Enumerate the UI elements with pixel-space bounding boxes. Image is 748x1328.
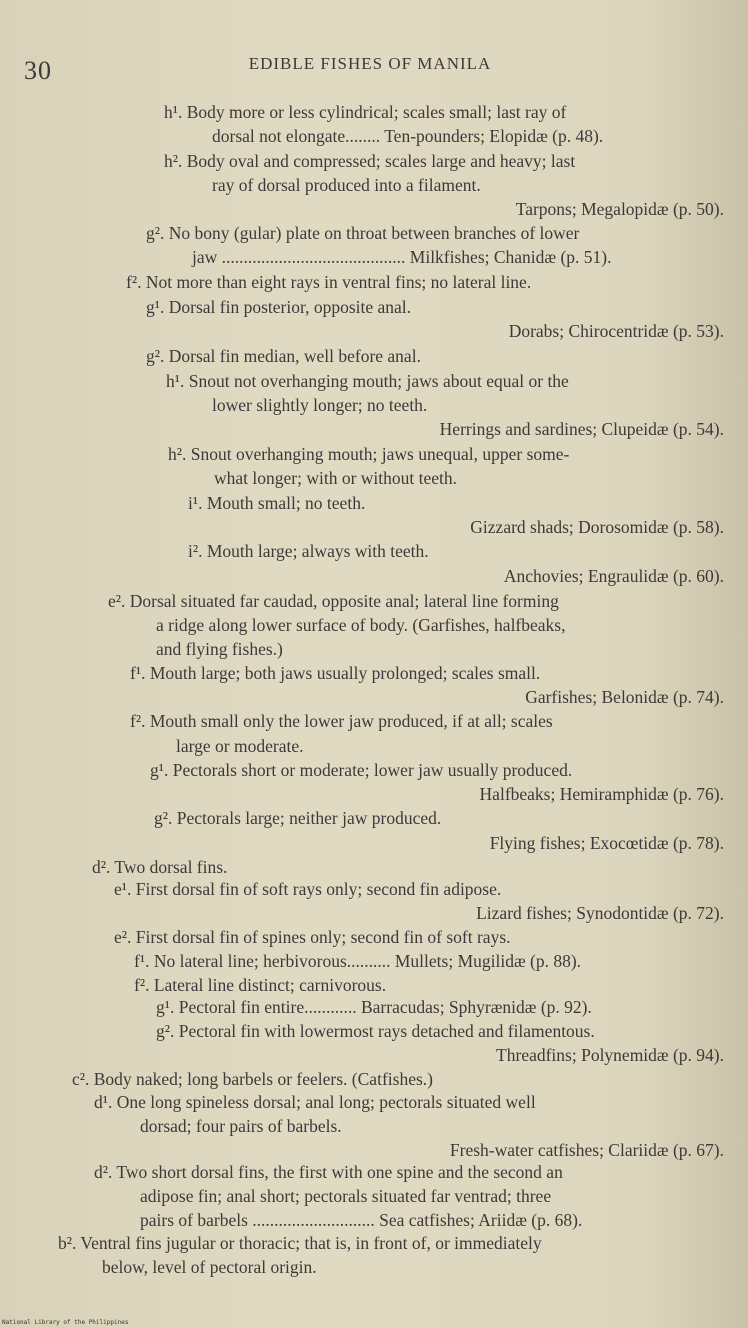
key-line: d². Two short dorsal fins, the first with one spine and the second an: [94, 1162, 563, 1182]
key-line: g¹. Dorsal fin posterior, opposite anal.: [146, 297, 412, 317]
running-header: EDIBLE FISHES OF MANILA: [248, 54, 492, 73]
key-line: dorsad; four pairs of barbels.: [140, 1116, 342, 1136]
key-line: h². Body oval and compressed; scales large and heavy; last: [164, 151, 576, 171]
key-line: g². No bony (gular) plate on throat between branches of lower: [146, 223, 580, 243]
key-line: h¹. Body more or less cylindrical; scales small; last ray of: [164, 102, 567, 122]
key-line: Anchovies; Engraulidæ (p. 60).: [503, 566, 724, 586]
key-line: e². First dorsal fin of spines only; second fin of soft rays.: [114, 927, 511, 947]
key-line: pairs of barbels ............................ Sea catfishes; Ariidæ (p. 68).: [140, 1210, 583, 1230]
page-number: 30: [24, 56, 52, 85]
key-line: i¹. Mouth small; no teeth.: [188, 493, 366, 513]
key-line: Halfbeaks; Hemiramphidæ (p. 76).: [479, 784, 724, 804]
key-line: f². Not more than eight rays in ventral fins; no lateral line.: [126, 272, 532, 292]
key-line: b². Ventral fins jugular or thoracic; that is, in front of, or immediately: [58, 1233, 542, 1253]
key-line: c². Body naked; long barbels or feelers. (Catfishes.): [72, 1069, 433, 1089]
key-line: Gizzard shads; Dorosomidæ (p. 58).: [470, 517, 724, 537]
key-line: e². Dorsal situated far caudad, opposite anal; lateral line forming: [108, 591, 559, 611]
key-line: d¹. One long spineless dorsal; anal long; pectorals situated well: [94, 1092, 536, 1112]
key-line: g¹. Pectorals short or moderate; lower jaw usually produced.: [150, 760, 573, 780]
key-line: g¹. Pectoral fin entire............ Barracudas; Sphyrænidæ (p. 92).: [156, 997, 592, 1017]
key-line: g². Pectoral fin with lowermost rays detached and filamentous.: [156, 1021, 595, 1041]
key-line: d². Two dorsal fins.: [92, 857, 228, 877]
key-line: jaw .......................................... Milkfishes; Chanidæ (p. 51).: [192, 247, 612, 267]
key-line: h². Snout overhanging mouth; jaws unequal, upper some-: [168, 444, 570, 464]
key-line: what longer; with or without teeth.: [214, 468, 458, 488]
key-line: Tarpons; Megalopidæ (p. 50).: [515, 199, 724, 219]
key-line: Flying fishes; Exocœtidæ (p. 78).: [489, 833, 724, 853]
key-line: f¹. Mouth large; both jaws usually prolonged; scales small.: [130, 663, 541, 683]
key-line: g². Pectorals large; neither jaw produced.: [154, 808, 442, 828]
key-line: Dorabs; Chirocentridæ (p. 53).: [508, 321, 724, 341]
key-line: Lizard fishes; Synodontidæ (p. 72).: [476, 903, 724, 923]
key-line: f². Lateral line distinct; carnivorous.: [134, 975, 387, 995]
key-line: i². Mouth large; always with teeth.: [188, 541, 429, 561]
key-line: below, level of pectoral origin.: [102, 1257, 317, 1277]
key-line: lower slightly longer; no teeth.: [212, 395, 428, 415]
key-line: h¹. Snout not overhanging mouth; jaws about equal or the: [166, 371, 569, 391]
key-line: Garfishes; Belonidæ (p. 74).: [525, 687, 724, 707]
key-line: a ridge along lower surface of body. (Garfishes, halfbeaks,: [156, 615, 566, 635]
key-line: Fresh-water catfishes; Clariidæ (p. 67).: [449, 1140, 724, 1160]
key-line: adipose fin; anal short; pectorals situated far ventrad; three: [140, 1186, 552, 1206]
key-line: dorsal not elongate........ Ten-pounders; Elopidæ (p. 48).: [212, 126, 604, 146]
key-line: g². Dorsal fin median, well before anal.: [146, 346, 421, 366]
key-line: Threadfins; Polynemidæ (p. 94).: [496, 1045, 724, 1065]
key-line: f². Mouth small only the lower jaw produced, if at all; scales: [130, 711, 553, 731]
key-line: large or moderate.: [176, 736, 304, 756]
key-line: f¹. No lateral line; herbivorous.......... Mullets; Mugilidæ (p. 88).: [134, 951, 582, 971]
library-footer: National Library of the Philippines: [2, 1319, 129, 1326]
key-line: Herrings and sardines; Clupeidæ (p. 54).: [439, 419, 724, 439]
key-line: e¹. First dorsal fin of soft rays only; second fin adipose.: [114, 879, 502, 899]
key-line: ray of dorsal produced into a filament.: [212, 175, 481, 195]
key-line: and flying fishes.): [156, 639, 283, 659]
